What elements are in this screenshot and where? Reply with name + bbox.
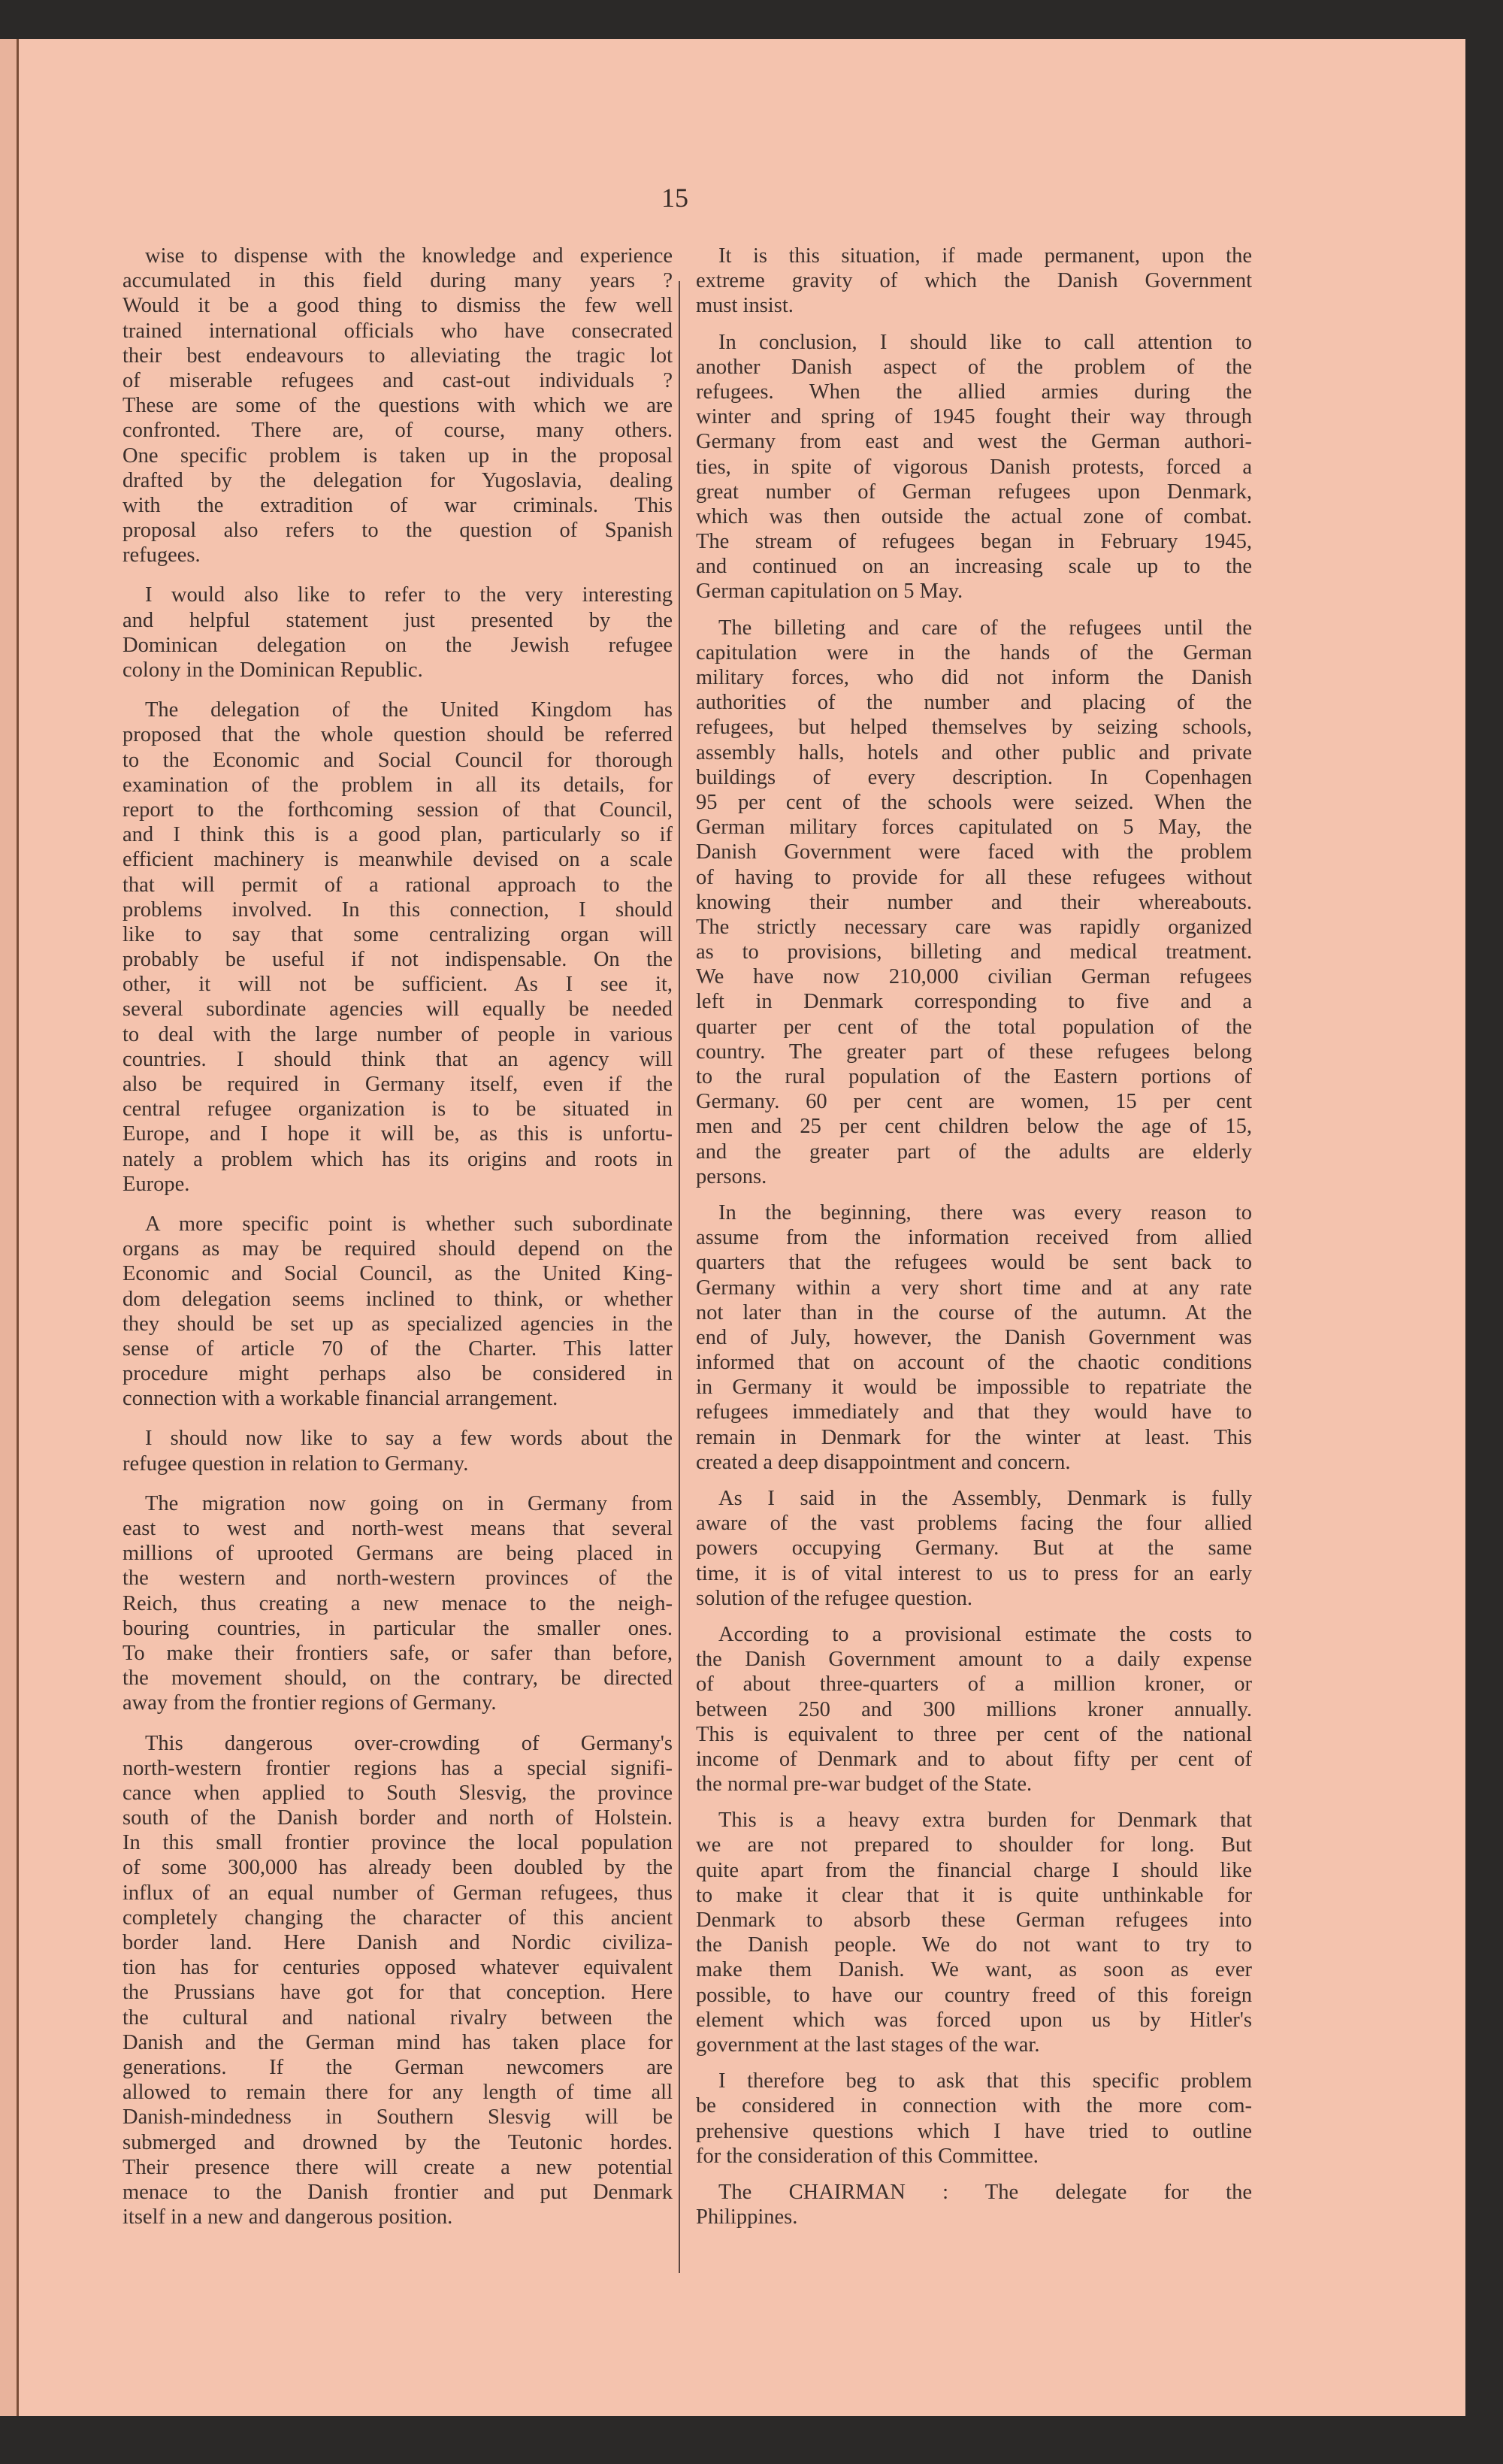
- text-line: In the beginning, there was every reason to: [718, 1200, 1252, 1224]
- text-line: examination of the problem in all its details, for: [122, 773, 673, 797]
- text-line: dom delegation seems inclined to think, or whether: [122, 1287, 673, 1311]
- text-line: left in Denmark corresponding to five and a: [696, 990, 1252, 1014]
- text-line: 95 per cent of the schools were seized. When the: [696, 790, 1252, 814]
- text-line: north-western frontier regions has a special signifi-: [122, 1756, 673, 1780]
- text-line: refugees.: [122, 543, 201, 568]
- text-line: be considered in connection with the more com-: [696, 2094, 1252, 2118]
- text-line: efficient machinery is meanwhile devised on a scale: [122, 848, 673, 872]
- text-line: refugees. When the allied armies during the: [696, 380, 1252, 404]
- text-line: in Germany it would be impossible to repatriate the: [696, 1376, 1252, 1400]
- text-line: confronted. There are, of course, many others.: [122, 419, 673, 443]
- page-number: 15: [661, 183, 688, 213]
- text-line: the normal pre-war budget of the State.: [696, 1772, 1033, 1797]
- text-line: men and 25 per cent children below the age of 15,: [696, 1115, 1252, 1139]
- paragraph: [696, 244, 1252, 319]
- text-line: connection with a workable financial arrangement.: [122, 1387, 558, 1411]
- text-line: border land. Here Danish and Nordic civiliza-: [122, 1931, 673, 1954]
- text-line: with the extradition of war criminals. This: [122, 493, 673, 517]
- paragraph: [696, 2069, 1252, 2169]
- text-line: This dangerous over-crowding of Germany's: [145, 1731, 673, 1755]
- text-line: time, it is of vital interest to us to press for an early: [696, 1561, 1252, 1585]
- text-line: proposed that the whole question should be referred: [122, 723, 673, 747]
- paragraph: [122, 1491, 673, 1716]
- text-line: German military forces capitulated on 5 May, the: [696, 816, 1252, 840]
- text-line: another Danish aspect of the problem of the: [696, 355, 1252, 379]
- text-line: aware of the vast problems facing the four allied: [696, 1512, 1252, 1536]
- text-line: the Danish Government amount to a daily expense: [696, 1648, 1252, 1672]
- text-line: bouring countries, in particular the smaller ones.: [122, 1616, 673, 1640]
- text-line: Denmark to absorb these German refugees into: [696, 1909, 1252, 1932]
- text-line: I therefore beg to ask that this specific problem: [718, 2069, 1252, 2093]
- text-line: central refugee organization is to be situated in: [122, 1097, 673, 1122]
- text-line: which was then outside the actual zone of combat.: [696, 504, 1252, 528]
- text-line: I would also like to refer to the very interesting: [145, 583, 673, 607]
- text-line: We have now 210,000 civilian German refugees: [696, 965, 1252, 989]
- text-line: element which was forced upon us by Hitler's: [696, 2008, 1252, 2032]
- text-line: Danish and the German mind has taken place for: [122, 2030, 673, 2054]
- text-line: The delegation of the United Kingdom has: [145, 698, 673, 722]
- text-line: This is a heavy extra burden for Denmark that: [718, 1809, 1252, 1833]
- text-line: cance when applied to South Slesvig, the province: [122, 1781, 673, 1805]
- text-line: of about three-quarters of a million kroner, or: [696, 1672, 1252, 1697]
- text-line: One specific problem is taken up in the proposal: [122, 443, 673, 468]
- text-line: as to provisions, billeting and medical treatment.: [696, 940, 1252, 964]
- text-line: that will permit of a rational approach to the: [122, 873, 673, 897]
- text-line: The migration now going on in Germany from: [145, 1491, 673, 1515]
- text-line: their best endeavours to alleviating the tragic lot: [122, 344, 673, 368]
- text-line: proposal also refers to the question of Spanish: [122, 519, 673, 543]
- paragraph: [122, 1731, 673, 2230]
- text-line: of miserable refugees and cast-out individuals ?: [122, 368, 673, 392]
- text-line: to the rural population of the Eastern portions of: [696, 1065, 1252, 1088]
- text-line: assembly halls, hotels and other public and private: [696, 740, 1252, 764]
- text-line: completely changing the character of this ancient: [122, 1906, 673, 1930]
- text-line: remain in Denmark for the winter at least. This: [696, 1425, 1252, 1449]
- text-line: nately a problem which has its origins and roots in: [122, 1147, 673, 1171]
- text-line: Germany within a very short time and at any rate: [696, 1276, 1252, 1300]
- text-line: trained international officials who have consecrated: [122, 319, 673, 343]
- text-line: quite apart from the financial charge I should like: [696, 1858, 1252, 1882]
- text-line: knowing their number and their whereabouts.: [696, 890, 1252, 914]
- paragraph: [696, 1808, 1252, 2057]
- text-line: away from the frontier regions of Germany.: [122, 1691, 497, 1715]
- text-line: prehensive questions which I have tried to outline: [696, 2119, 1252, 2143]
- text-line: refugees immediately and that they would have to: [696, 1400, 1252, 1424]
- text-line: probably be useful if not indispensable. On the: [122, 948, 673, 972]
- text-line: millions of uprooted Germans are being placed in: [122, 1542, 673, 1566]
- text-line: Reich, thus creating a new menace to the neigh-: [122, 1591, 673, 1615]
- left-column: [122, 244, 673, 2229]
- text-line: powers occupying Germany. But at the same: [696, 1536, 1252, 1560]
- text-line: authorities of the number and placing of the: [696, 691, 1252, 715]
- document-page: [0, 39, 1465, 2416]
- text-line: must insist.: [696, 294, 794, 318]
- text-line: refugee question in relation to Germany.: [122, 1451, 469, 1476]
- paragraph: [696, 1200, 1252, 1475]
- text-line: and continued on an increasing scale up to the: [696, 555, 1252, 579]
- text-line: buildings of every description. In Copenhagen: [696, 765, 1252, 789]
- text-line: winter and spring of 1945 fought their way through: [696, 405, 1252, 429]
- text-line: informed that on account of the chaotic conditions: [696, 1351, 1252, 1375]
- text-line: solution of the refugee question.: [696, 1586, 973, 1610]
- text-line: military forces, who did not inform the Danish: [696, 666, 1252, 689]
- text-line: east to west and north-west means that several: [122, 1517, 673, 1540]
- text-line: they should be set up as specialized agencies in the: [122, 1312, 673, 1336]
- text-line: government at the last stages of the war.: [696, 2033, 1040, 2057]
- text-line: Dominican delegation on the Jewish refugee: [122, 633, 673, 657]
- text-line: Philippines.: [696, 2205, 798, 2229]
- text-line: It is this situation, if made permanent, upon the: [718, 244, 1252, 268]
- text-line: of having to provide for all these refugees without: [696, 865, 1252, 889]
- text-line: refugees, but helped themselves by seizing schools,: [696, 716, 1252, 740]
- text-line: like to say that some centralizing organ will: [122, 922, 673, 946]
- text-line: itself in a new and dangerous position.: [122, 2205, 453, 2229]
- text-line: colony in the Dominican Republic.: [122, 658, 423, 682]
- text-line: To make their frontiers safe, or safer than before,: [122, 1641, 673, 1665]
- text-line: menace to the Danish frontier and put Denmark: [122, 2180, 673, 2204]
- text-line: country. The greater part of these refugees belong: [696, 1040, 1252, 1064]
- text-line: allowed to remain there for any length of time all: [122, 2081, 673, 2105]
- text-line: ties, in spite of vigorous Danish protests, forced a: [696, 455, 1252, 479]
- text-line: to the Economic and Social Council for thorough: [122, 748, 673, 772]
- text-line: several subordinate agencies will equally be needed: [122, 997, 673, 1022]
- text-line: This is equivalent to three per cent of the national: [696, 1722, 1252, 1746]
- text-line: end of July, however, the Danish Government was: [696, 1325, 1252, 1349]
- text-line: Europe.: [122, 1172, 190, 1196]
- text-line: The stream of refugees began in February 1945,: [696, 530, 1252, 554]
- text-line: capitulation were in the hands of the German: [696, 640, 1252, 664]
- text-line: Danish Government were faced with the problem: [696, 840, 1252, 864]
- text-line: In conclusion, I should like to call attention to: [718, 330, 1252, 354]
- text-line: quarter per cent of the total population of the: [696, 1015, 1252, 1039]
- text-line: the cultural and national rivalry between the: [122, 2005, 673, 2030]
- text-line: Their presence there will create a new potential: [122, 2155, 673, 2179]
- text-line: the western and north-western provinces of the: [122, 1566, 673, 1591]
- paragraph: [122, 698, 673, 1197]
- text-line: These are some of the questions with which we are: [122, 394, 673, 418]
- text-line: not later than in the course of the autumn. At the: [696, 1300, 1252, 1324]
- paragraph: [696, 330, 1252, 604]
- text-line: A more specific point is whether such subordinate: [145, 1212, 673, 1236]
- text-line: drafted by the delegation for Yugoslavia, dealing: [122, 468, 673, 492]
- text-line: other, it will not be sufficient. As I see it,: [122, 973, 673, 997]
- text-line: wise to dispense with the knowledge and experience: [145, 244, 673, 268]
- text-line: and helpful statement just presented by the: [122, 608, 673, 632]
- text-line: problems involved. In this connection, I should: [122, 898, 673, 922]
- paragraph: [696, 616, 1252, 1189]
- text-line: also be required in Germany itself, even if the: [122, 1073, 673, 1096]
- text-line: Europe, and I hope it will be, as this is unfortu-: [122, 1122, 673, 1146]
- right-column: [696, 244, 1252, 2229]
- text-line: Germany. 60 per cent are women, 15 per cent: [696, 1090, 1252, 1114]
- text-line: and I think this is a good plan, particularly so if: [122, 823, 673, 847]
- paragraph: [122, 583, 673, 683]
- column-divider: [679, 281, 680, 2273]
- text-line: The strictly necessary care was rapidly organized: [696, 915, 1252, 939]
- text-line: I should now like to say a few words about the: [145, 1427, 673, 1451]
- text-line: to make it clear that it is quite unthinkable for: [696, 1883, 1252, 1907]
- text-line: submerged and drowned by the Teutonic hordes.: [122, 2130, 673, 2154]
- text-line: countries. I should think that an agency will: [122, 1047, 673, 1071]
- text-line: the Prussians have got for that conception. Here: [122, 1981, 673, 2005]
- paragraph: [696, 1486, 1252, 1611]
- text-line: sense of article 70 of the Charter. This latter: [122, 1336, 673, 1361]
- text-line: Germany from east and west the German authori-: [696, 430, 1252, 454]
- text-line: accumulated in this field during many years ?: [122, 269, 673, 293]
- paragraph: [122, 244, 673, 568]
- text-line: As I said in the Assembly, Denmark is fully: [718, 1487, 1252, 1510]
- paragraph: [122, 1212, 673, 1412]
- text-line: to deal with the large number of people in various: [122, 1022, 673, 1046]
- text-line: tion has for centuries opposed whatever equivalent: [122, 1956, 673, 1980]
- text-line: income of Denmark and to about fifty per cent of: [696, 1747, 1252, 1771]
- text-line: Danish-mindedness in Southern Slesvig will be: [122, 2105, 673, 2130]
- text-line: we are not prepared to shoulder for long. But: [696, 1833, 1252, 1857]
- text-line: generations. If the German newcomers are: [122, 2055, 673, 2079]
- text-line: of some 300,000 has already been doubled by the: [122, 1856, 673, 1880]
- text-line: and the greater part of the adults are elderly: [696, 1140, 1252, 1164]
- text-line: assume from the information received from allied: [696, 1226, 1252, 1250]
- paragraph: [122, 1426, 673, 1476]
- text-line: for the consideration of this Committee.: [696, 2144, 1039, 2168]
- text-line: The CHAIRMAN : The delegate for the: [718, 2180, 1252, 2204]
- text-line: great number of German refugees upon Denmark,: [696, 480, 1252, 504]
- text-line: make them Danish. We want, as soon as ever: [696, 1958, 1252, 1982]
- text-line: possible, to have our country freed of this foreign: [696, 1983, 1252, 2007]
- text-line: quarters that the refugees would be sent back to: [696, 1251, 1252, 1275]
- text-line: According to a provisional estimate the costs to: [718, 1622, 1252, 1646]
- text-line: report to the forthcoming session of that Council,: [122, 798, 673, 822]
- text-line: procedure might perhaps also be considered in: [122, 1362, 673, 1386]
- text-line: Economic and Social Council, as the United King-: [122, 1262, 673, 1286]
- text-line: In this small frontier province the local population: [122, 1831, 673, 1855]
- text-line: extreme gravity of which the Danish Government: [696, 269, 1252, 293]
- paragraph: [696, 1622, 1252, 1797]
- text-line: the movement should, on the contrary, be directed: [122, 1666, 673, 1691]
- text-line: persons.: [696, 1164, 767, 1188]
- text-line: created a deep disappointment and concern.: [696, 1450, 1071, 1474]
- text-line: organs as may be required should depend on the: [122, 1237, 673, 1261]
- text-line: south of the Danish border and north of Holstein.: [122, 1806, 673, 1830]
- paragraph: [696, 2180, 1252, 2229]
- text-line: Would it be a good thing to dismiss the few well: [122, 294, 673, 318]
- text-line: the Danish people. We do not want to try to: [696, 1933, 1252, 1957]
- page-binding-edge: [0, 39, 19, 2416]
- text-line: influx of an equal number of German refugees, thus: [122, 1881, 673, 1905]
- text-line: The billeting and care of the refugees until the: [718, 616, 1252, 640]
- text-line: German capitulation on 5 May.: [696, 580, 963, 604]
- text-line: between 250 and 300 millions kroner annually.: [696, 1697, 1252, 1721]
